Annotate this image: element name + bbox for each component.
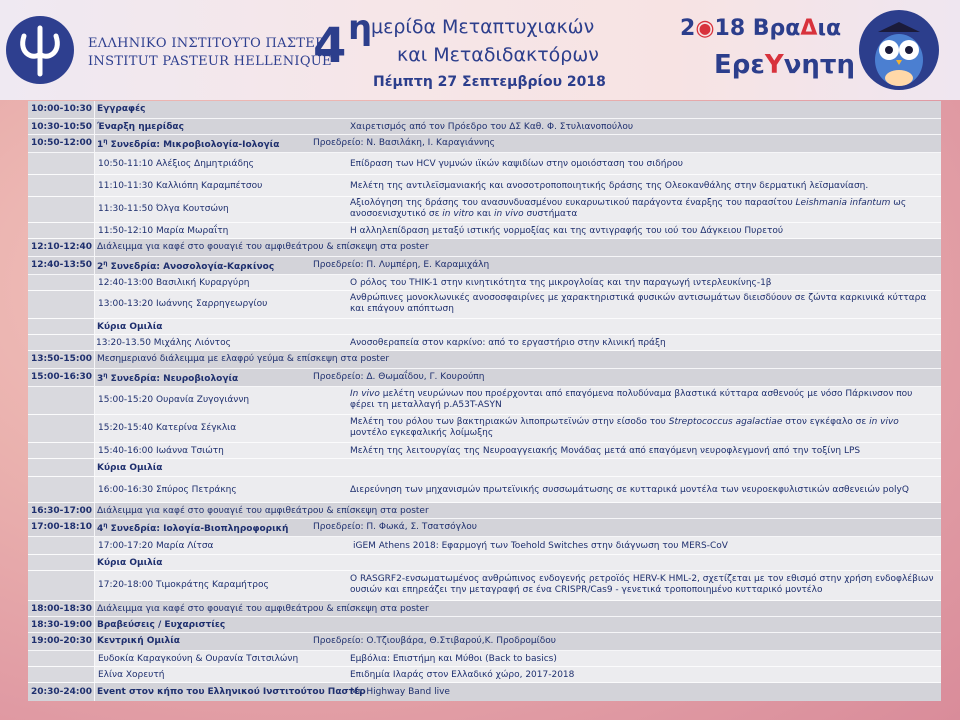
session-3-header xyxy=(28,369,941,387)
title-number: 4 xyxy=(313,18,347,74)
schedule-row-opening xyxy=(28,119,941,135)
row-topic: Χαιρετισμός από τον Πρόεδρο του ΔΣ Καθ. Φ. Στυλιανοπούλου xyxy=(350,122,634,132)
row-time: 16:30-17:00 xyxy=(31,506,93,516)
talk-row xyxy=(28,477,941,503)
session-title: $1^\eta$ Συνεδρία: Μικροβιολογία-Ιολογία xyxy=(97,138,280,150)
row-label: Κεντρική Ομιλία xyxy=(97,636,180,646)
talk-row xyxy=(28,275,941,291)
talk-row xyxy=(28,415,941,443)
talk-speaker: 10:50-11:10 Αλέξιος Δημητριάδης xyxy=(98,159,254,169)
row-time: 20:30-24:00 xyxy=(31,687,93,697)
row-label: Εγγραφές xyxy=(97,104,146,114)
row-label: Βραβεύσεις / Ευχαριστίες xyxy=(97,620,226,630)
coffee-break-row xyxy=(28,601,941,617)
talk-speaker: 16:00-16:30 Σπύρος Πετράκης xyxy=(98,485,237,495)
talk-speaker: 11:10-11:30 Καλλιόπη Καραμπέτσου xyxy=(98,181,263,191)
session-title: $4^\eta$ Συνεδρία: Ιολογία-Βιοπληροφορική xyxy=(97,522,289,534)
talk-row xyxy=(28,537,941,555)
talk-topic: iGEM Athens 2018: Εφαρμογή των Toehold Switches στην διάγνωση του MERS-CoV xyxy=(353,541,728,551)
logo-bottom-line: ΕρεΥνητη xyxy=(714,50,856,80)
lunch-break-row xyxy=(28,351,941,369)
event-title xyxy=(305,4,645,98)
talk-row xyxy=(28,223,941,239)
talk-speaker: Ελίνα Χορευτή xyxy=(98,670,165,680)
coffee-break-row xyxy=(28,503,941,519)
talk-row xyxy=(28,571,941,601)
talk-topic: Επιδημία Ιλαράς στον Ελλαδικό χώρο, 2017-2018 xyxy=(350,670,575,680)
row-time: 19:00-20:30 xyxy=(31,636,93,646)
talk-row xyxy=(28,651,941,667)
talk-row xyxy=(28,153,941,175)
talk-row xyxy=(28,667,941,683)
row-time: 10:50-12:00 xyxy=(31,138,93,148)
talk-topic: Η αλληλεπίδραση μεταξύ ιστικής νορμοξίας και της αντιγραφής του ιού του Δάγκειου Πυρετού xyxy=(350,226,784,236)
talk-speaker: 17:20-18:00 Τιμοκράτης Καραμήτρος xyxy=(98,580,269,590)
session-chairs: Προεδρείο: Δ. Θωμαΐδου, Γ. Κουρούπη xyxy=(313,372,485,382)
session-chairs: Προεδρείο: Ο.Τζιουβάρα, Θ.Στιβαρού,Κ. Προδρομίδου xyxy=(313,636,556,646)
row-time: 10:30-10:50 xyxy=(31,122,93,132)
session-title: $2^\eta$ Συνεδρία: Ανοσολογία-Καρκίνος xyxy=(97,260,275,272)
session-chairs: Προεδρείο: Π. Λυμπέρη, Ε. Καραμιχάλη xyxy=(313,260,490,270)
talk-row xyxy=(28,291,941,319)
talk-speaker: 15:20-15:40 Κατερίνα Σέγκλια xyxy=(98,423,237,433)
row-time: 18:30-19:00 xyxy=(31,620,93,630)
talk-row xyxy=(28,197,941,223)
talk-row xyxy=(28,175,941,197)
row-time: 13:50-15:00 xyxy=(31,354,93,364)
keynote-label-row xyxy=(28,459,941,477)
talk-row xyxy=(28,387,941,415)
row-time: 12:40-13:50 xyxy=(31,260,93,270)
institute-name-greek: ΕΛΛΗΝΙΚΟ ΙΝΣΤΙΤΟΥΤΟ ΠΑΣΤΕΡ xyxy=(88,36,325,51)
awards-row xyxy=(28,617,941,633)
pasteur-logo-icon xyxy=(4,14,76,86)
owl-mascot-icon xyxy=(856,6,942,94)
schedule-table xyxy=(28,101,941,701)
talk-topic: Μελέτη της λειτουργίας της Νευροαγγειακής Μονάδας μετά από επαγόμενη νευροφλεγμονή από την τοξίνη LPS xyxy=(350,446,861,456)
session-2-header xyxy=(28,257,941,275)
title-line-1: μερίδα Μεταπτυχιακών xyxy=(371,16,595,38)
session-title: $3^\eta$ Συνεδρία: Νευροβιολογία xyxy=(97,372,239,384)
session-chairs: Προεδρείο: Π. Φωκά, Σ. Τσατσόγλου xyxy=(313,522,477,532)
row-time: 12:10-12:40 xyxy=(31,242,93,252)
row-label: Διάλειμμα για καφέ στο φουαγιέ του αμφιθεάτρου & επίσκεψη στα poster xyxy=(97,242,429,252)
talk-topic: In vivo μελέτη νευρώνων που προέρχονται από επαγόμενα πολυδύναμα βλαστικά κύτταρα ασθενούς με νόσο Πάρκινσον που φέρει τη μεταλλαγή p.A53T-ASYN xyxy=(350,389,913,410)
talk-speaker: 15:00-15:20 Ουρανία Ζυγογιάννη xyxy=(98,395,250,405)
schedule-row-registration xyxy=(28,101,941,119)
talk-topic: Ανοσοθεραπεία στον καρκίνο: από το εργαστήριο στην κλινική πράξη xyxy=(350,338,666,348)
keynote-label: Κύρια Ομιλία xyxy=(97,322,163,332)
coffee-break-row xyxy=(28,239,941,257)
row-topic: Mr. Highway Band live xyxy=(350,687,450,697)
talk-speaker: 12:40-13:00 Βασιλική Κυραργύρη xyxy=(98,278,250,288)
title-superscript: η xyxy=(348,8,373,48)
talk-row xyxy=(28,443,941,459)
talk-topic: Ο ρόλος του THIK-1 στην κινητικότητα της μικρογλοίας και την παραγωγή ιντερλευκίνης-1β xyxy=(350,278,772,288)
session-chairs: Προεδρείο: Ν. Βασιλάκη, Ι. Καραγιάννης xyxy=(313,138,495,148)
talk-topic: Ανθρώπινες μονοκλωνικές ανοσοσφαιρίνες με χαρακτηριστικά φυσικών αντισωμάτων διεισδύουν σε ζώντα καρκινικά κύτταρα και επάγουν απόπτωση xyxy=(350,293,927,314)
logo-top-line: 2◉18 ΒραΔια xyxy=(680,16,842,41)
keynote-label: Κύρια Ομιλία xyxy=(97,558,163,568)
talk-speaker: 13:20-13.50 Μιχάλης Λιόντος xyxy=(96,338,231,348)
row-label: Διάλειμμα για καφέ στο φουαγιέ του αμφιθεάτρου & επίσκεψη στα poster xyxy=(97,506,429,516)
talk-topic: Εμβόλια: Επιστήμη και Μύθοι (Back to basics) xyxy=(350,654,557,664)
header-banner xyxy=(0,0,960,100)
row-label: Έναρξη ημερίδας xyxy=(97,122,184,132)
talk-topic: Αξιολόγηση της δράσης του ανασυνδυασμένου ευκαρυωτικού παράγοντα έναρξης του παρασίτου Leishmania infantum ως ανοσοενισχυτικό σε in vitro και in vivo συστήματα xyxy=(350,198,907,219)
talk-topic: O RASGRF2-ενσωματωμένος ανθρώπινος ενδογενής ρετροϊός HERV-K HML-2, σχετίζεται με τον εθισμό στην χρήση ενδοφλέβιων ουσιών και επηρεάζει την μεταγραφή σε ένα CRISPR/Cas9 - γενετικά τροποποιημένο κυτταρικό μοντέλο xyxy=(350,574,934,595)
talk-speaker: 11:30-11:50 Όλγα Κουτσώνη xyxy=(98,204,229,214)
row-label: Event στον κήπο του Ελληνικού Ινστιτούτου Παστέρ xyxy=(97,687,366,697)
talk-topic: Μελέτη του ρόλου των βακτηριακών λιποπρωτεϊνών στην είσοδο του Streptococcus agalactiae στον εγκέφαλο σε in vivo μοντέλο εγκεφαλικής λοίμωξης xyxy=(350,417,899,438)
row-time: 18:00-18:30 xyxy=(31,604,93,614)
row-time: 17:00-18:10 xyxy=(31,522,93,532)
talk-speaker: 13:00-13:20 Ιωάννης Σαρρηγεωργίου xyxy=(98,299,268,309)
row-time: 15:00-16:30 xyxy=(31,372,93,382)
event-date: Πέμπτη 27 Σεπτεμβρίου 2018 xyxy=(373,74,606,90)
garden-event-row xyxy=(28,683,941,701)
central-talk-header xyxy=(28,633,941,651)
talk-topic: Μελέτη της αντιλεϊσμανιακής και ανοσοτροποποιητικής δράσης της Ολεοκανθάλης στην δερματική λεϊσμανίαση. xyxy=(350,181,869,191)
keynote-label: Κύρια Ομιλία xyxy=(97,463,163,473)
talk-speaker: 17:00-17:20 Μαρία Λίτσα xyxy=(98,541,214,551)
keynote-label-row xyxy=(28,555,941,571)
title-line-2: και Μεταδιδακτόρων xyxy=(397,44,599,66)
session-4-header xyxy=(28,519,941,537)
row-label: Μεσημεριανό διάλειμμα με ελαφρύ γεύμα & επίσκεψη στα poster xyxy=(97,354,390,364)
session-1-header xyxy=(28,135,941,153)
institute-name-french: INSTITUT PASTEUR HELLENIQUE xyxy=(88,54,332,69)
researchers-night-logo xyxy=(678,10,858,90)
talk-topic: Επίδραση των HCV γυμνών ιϊκών καψιδίων στην ομοιόσταση του σιδήρου xyxy=(350,159,683,169)
row-label: Διάλειμμα για καφέ στο φουαγιέ του αμφιθεάτρου & επίσκεψη στα poster xyxy=(97,604,429,614)
row-time: 10:00-10:30 xyxy=(31,104,93,114)
talk-speaker: 15:40-16:00 Ιωάννα Τσιώτη xyxy=(98,446,224,456)
talk-topic: Διερεύνηση των μηχανισμών πρωτεϊνικής συσσωμάτωσης σε κυτταρικά μοντέλα των νευροεκφυλιστικών ασθενειών polyQ xyxy=(350,485,909,495)
talk-speaker: 11:50-12:10 Μαρία Μωραΐτη xyxy=(98,226,229,236)
talk-row xyxy=(28,335,941,351)
keynote-label-row xyxy=(28,319,941,335)
talk-speaker: Ευδοκία Καραγκούνη & Ουρανία Τσιτσιλώνη xyxy=(98,654,299,664)
